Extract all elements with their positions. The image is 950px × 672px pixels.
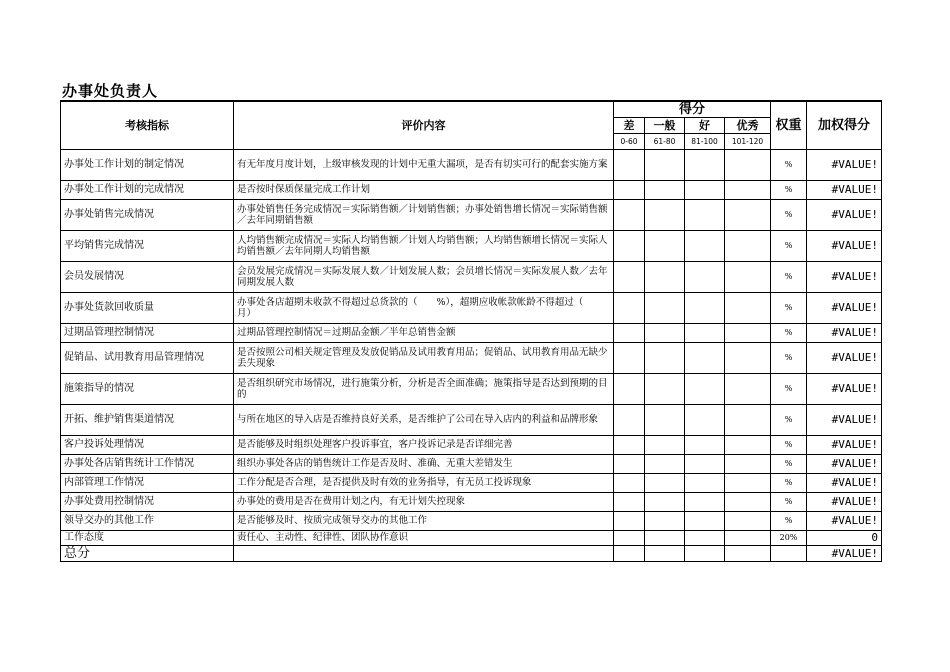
grade-cell[interactable] [614, 404, 645, 435]
weight-cell[interactable]: % [771, 435, 807, 454]
grade-cell[interactable] [614, 230, 645, 261]
indicator-cell: 领导交办的其他工作 [61, 511, 234, 530]
indicator-cell: 工作态度 [61, 530, 234, 545]
grade-cell[interactable] [725, 530, 771, 545]
content-cell: 是否按照公司相关规定管理及发放促销品及试用教育用品；促销品、试用教育用品无缺少丢失现象 [234, 342, 614, 373]
indicator-cell: 客户投诉处理情况 [61, 435, 234, 454]
weighted-score-cell: #VALUE! [807, 261, 882, 292]
grade-cell [685, 545, 725, 561]
grade-cell[interactable] [614, 435, 645, 454]
grade-cell[interactable] [614, 473, 645, 492]
weight-cell[interactable]: % [771, 511, 807, 530]
table-row [61, 180, 882, 199]
content-cell: 办事处各店超期未收款不得超过总货款的（ %），超期应收帐款帐龄不得超过（ 月） [234, 292, 614, 323]
header-range-fair: 61-80 [645, 133, 685, 149]
indicator-cell: 开拓、维护销售渠道情况 [61, 404, 234, 435]
grade-cell[interactable] [614, 199, 645, 230]
grade-cell[interactable] [614, 454, 645, 473]
content-cell: 办事处销售任务完成情况＝实际销售额／计划销售额；办事处销售增长情况＝实际销售额／去年同期销售额 [234, 199, 614, 230]
grade-cell[interactable] [685, 511, 725, 530]
header-grade-good: 好 [685, 117, 725, 133]
weighted-score-cell: #VALUE! [807, 342, 882, 373]
weighted-score-cell: #VALUE! [807, 199, 882, 230]
weighted-score-cell: #VALUE! [807, 454, 882, 473]
table-row [61, 323, 882, 342]
grade-cell[interactable] [685, 342, 725, 373]
weighted-score-cell: #VALUE! [807, 404, 882, 435]
grade-cell[interactable] [645, 149, 685, 180]
grade-cell [645, 545, 685, 561]
grade-cell[interactable] [725, 511, 771, 530]
weight-cell[interactable]: % [771, 292, 807, 323]
header-indicator: 考核指标 [61, 101, 234, 149]
weight-cell[interactable]: % [771, 199, 807, 230]
indicator-cell: 办事处费用控制情况 [61, 492, 234, 511]
grade-cell[interactable] [725, 180, 771, 199]
grade-cell[interactable] [645, 261, 685, 292]
weighted-score-cell: #VALUE! [807, 149, 882, 180]
grade-cell[interactable] [685, 323, 725, 342]
grade-cell[interactable] [645, 292, 685, 323]
grade-cell [614, 545, 645, 561]
content-cell [234, 545, 614, 561]
grade-cell[interactable] [614, 261, 645, 292]
grade-cell[interactable] [614, 373, 645, 404]
grade-cell[interactable] [614, 180, 645, 199]
content-cell: 人均销售额完成情况＝实际人均销售额／计划人均销售额；人均销售额增长情况＝实际人均销售额／去年同期人均销售额 [234, 230, 614, 261]
grade-cell[interactable] [614, 149, 645, 180]
table-row [61, 511, 882, 530]
content-cell: 过期品管理控制情况＝过期品金额／半年总销售金额 [234, 323, 614, 342]
table-row [61, 261, 882, 292]
table-row [61, 473, 882, 492]
total-score-cell: #VALUE! [807, 545, 882, 561]
table-row [61, 454, 882, 473]
table-row [61, 404, 882, 435]
grade-cell[interactable] [645, 473, 685, 492]
table-row [61, 230, 882, 261]
page-title: 办事处负责人 [62, 82, 159, 100]
total-label: 总分 [61, 545, 234, 561]
grade-cell[interactable] [725, 454, 771, 473]
header-range-excellent: 101-120 [725, 133, 771, 149]
content-cell: 是否按时保质保量完成工作计划 [234, 180, 614, 199]
grade-cell[interactable] [614, 342, 645, 373]
grade-cell[interactable] [685, 149, 725, 180]
content-cell: 会员发展完成情况＝实际发展人数／计划发展人数；会员增长情况＝实际发展人数／去年同期发展人数 [234, 261, 614, 292]
indicator-cell: 办事处工作计划的制定情况 [61, 149, 234, 180]
weight-cell[interactable]: % [771, 230, 807, 261]
weighted-score-cell: #VALUE! [807, 435, 882, 454]
weight-cell[interactable]: % [771, 180, 807, 199]
table-row [61, 435, 882, 454]
weight-cell[interactable]: % [771, 454, 807, 473]
weighted-score-cell: 0 [807, 530, 882, 545]
header-grade-poor: 差 [614, 117, 645, 133]
grade-cell[interactable] [645, 530, 685, 545]
grade-cell[interactable] [645, 435, 685, 454]
content-cell: 是否能够及时组织处理客户投诉事宜，客户投诉记录是否详细完善 [234, 435, 614, 454]
grade-cell[interactable] [645, 454, 685, 473]
weight-cell [771, 545, 807, 561]
grade-cell[interactable] [725, 261, 771, 292]
grade-cell[interactable] [685, 230, 725, 261]
grade-cell[interactable] [645, 199, 685, 230]
grade-cell[interactable] [645, 342, 685, 373]
content-cell: 有无年度月度计划，上级审核发现的计划中无重大漏项，是否有切实可行的配套实施方案 [234, 149, 614, 180]
grade-cell[interactable] [645, 180, 685, 199]
grade-cell[interactable] [725, 292, 771, 323]
grade-cell[interactable] [685, 373, 725, 404]
grade-cell[interactable] [645, 323, 685, 342]
grade-cell[interactable] [685, 492, 725, 511]
grade-cell[interactable] [725, 323, 771, 342]
grade-cell[interactable] [725, 435, 771, 454]
table-row [61, 530, 882, 545]
weighted-score-cell: #VALUE! [807, 230, 882, 261]
grade-cell [725, 545, 771, 561]
header-range-poor: 0-60 [614, 133, 645, 149]
grade-cell[interactable] [645, 492, 685, 511]
grade-cell[interactable] [645, 373, 685, 404]
weighted-score-cell: #VALUE! [807, 373, 882, 404]
weight-cell[interactable]: 20% [771, 530, 807, 545]
table-row [61, 292, 882, 323]
weight-cell[interactable]: % [771, 342, 807, 373]
weighted-score-cell: #VALUE! [807, 292, 882, 323]
header-range-good: 81-100 [685, 133, 725, 149]
grade-cell[interactable] [725, 230, 771, 261]
content-cell: 工作分配是否合理，是否提供及时有效的业务指导，有无员工投诉现象 [234, 473, 614, 492]
grade-cell[interactable] [725, 404, 771, 435]
grade-cell[interactable] [725, 492, 771, 511]
indicator-cell: 会员发展情况 [61, 261, 234, 292]
content-cell: 是否能够及时、按质完成领导交办的其他工作 [234, 511, 614, 530]
grade-cell[interactable] [685, 454, 725, 473]
grade-cell[interactable] [645, 404, 685, 435]
content-cell: 是否组织研究市场情况，进行施策分析，分析是否全面准确；施策指导是否达到预期的目的 [234, 373, 614, 404]
grade-cell[interactable] [685, 180, 725, 199]
header-weighted: 加权得分 [807, 101, 882, 149]
indicator-cell: 办事处各店销售统计工作情况 [61, 454, 234, 473]
grade-cell[interactable] [685, 292, 725, 323]
indicator-cell: 施策指导的情况 [61, 373, 234, 404]
header-score-group: 得分 [614, 101, 771, 117]
header-content: 评价内容 [234, 101, 614, 149]
weight-cell[interactable]: % [771, 261, 807, 292]
grade-cell[interactable] [685, 199, 725, 230]
content-cell: 组织办事处各店的销售统计工作是否及时、准确、无重大差错发生 [234, 454, 614, 473]
grade-cell[interactable] [614, 530, 645, 545]
grade-cell[interactable] [725, 373, 771, 404]
weight-cell[interactable]: % [771, 492, 807, 511]
grade-cell[interactable] [725, 473, 771, 492]
table-row [61, 492, 882, 511]
weight-cell[interactable]: % [771, 473, 807, 492]
content-cell: 与所在地区的导入店是否维持良好关系，是否维护了公司在导入店内的利益和品牌形象 [234, 404, 614, 435]
header-grade-excellent: 优秀 [725, 117, 771, 133]
content-cell: 办事处的费用是否在费用计划之内，有无计划失控现象 [234, 492, 614, 511]
grade-cell[interactable] [645, 230, 685, 261]
weighted-score-cell: #VALUE! [807, 492, 882, 511]
grade-cell[interactable] [725, 149, 771, 180]
weighted-score-cell: #VALUE! [807, 511, 882, 530]
weighted-score-cell: #VALUE! [807, 473, 882, 492]
grade-cell[interactable] [685, 404, 725, 435]
indicator-cell: 办事处销售完成情况 [61, 199, 234, 230]
weight-cell[interactable]: % [771, 323, 807, 342]
weighted-score-cell: #VALUE! [807, 323, 882, 342]
table-row [61, 373, 882, 404]
indicator-cell: 平均销售完成情况 [61, 230, 234, 261]
indicator-cell: 促销品、试用教育用品管理情况 [61, 342, 234, 373]
table-row [61, 199, 882, 230]
grade-cell[interactable] [645, 511, 685, 530]
header-weight: 权重 [771, 101, 807, 149]
indicator-cell: 办事处货款回收质量 [61, 292, 234, 323]
table-row [61, 342, 882, 373]
grade-cell[interactable] [614, 323, 645, 342]
grade-cell[interactable] [685, 261, 725, 292]
total-row [61, 545, 882, 561]
grade-cell[interactable] [685, 530, 725, 545]
grade-cell[interactable] [614, 511, 645, 530]
grade-cell[interactable] [685, 473, 725, 492]
grade-cell[interactable] [725, 342, 771, 373]
grade-cell[interactable] [725, 199, 771, 230]
header-grade-fair: 一般 [645, 117, 685, 133]
indicator-cell: 过期品管理控制情况 [61, 323, 234, 342]
indicator-cell: 办事处工作计划的完成情况 [61, 180, 234, 199]
grade-cell[interactable] [614, 292, 645, 323]
content-cell: 责任心、主动性、纪律性、团队协作意识 [234, 530, 614, 545]
evaluation-table [60, 100, 882, 562]
grade-cell[interactable] [614, 492, 645, 511]
weight-cell[interactable]: % [771, 149, 807, 180]
weight-cell[interactable]: % [771, 404, 807, 435]
indicator-cell: 内部管理工作情况 [61, 473, 234, 492]
table-row [61, 149, 882, 180]
grade-cell[interactable] [685, 435, 725, 454]
weighted-score-cell: #VALUE! [807, 180, 882, 199]
weight-cell[interactable]: % [771, 373, 807, 404]
